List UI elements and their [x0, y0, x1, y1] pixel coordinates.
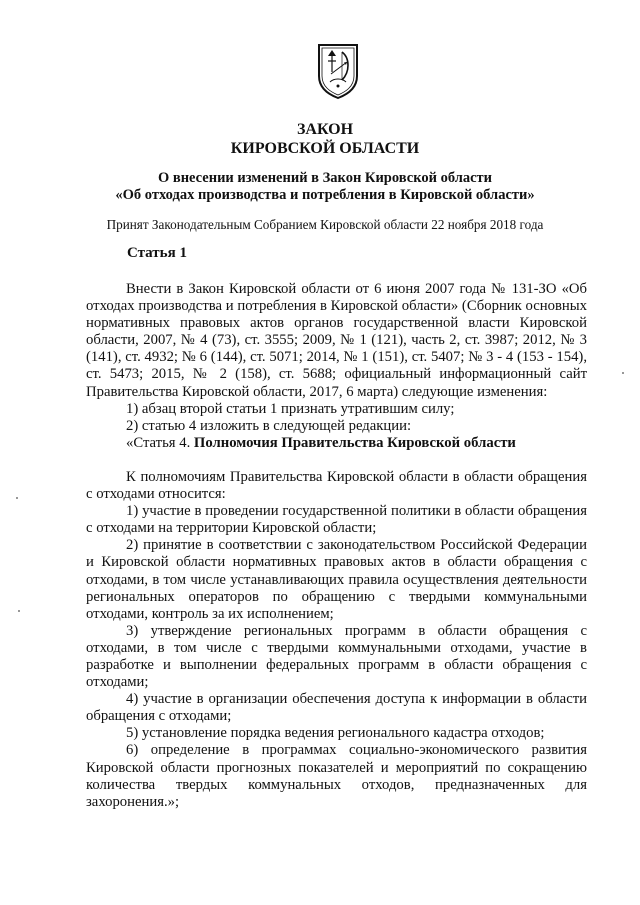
law-subtitle-line1: О внесении изменений в Закон Кировской области	[157, 170, 493, 186]
adoption-note: Принят Законодательным Собранием Кировской области 22 ноября 2018 года	[106, 217, 544, 232]
coat-of-arms-icon	[316, 42, 360, 100]
power-item: 6) определение в программах социально-экономического развития Кировской области прогнозных показателей и мероприятий по сокращению количества твердых коммунальных отходов, предназначенных для захоронения.»;	[86, 742, 587, 810]
quoted-article-title: Полномочия Правительства Кировской области	[193, 434, 516, 451]
power-item: 4) участие в организации обеспечения доступа к информации в области обращения с отходами;	[86, 691, 587, 725]
law-title: ЗАКОН	[296, 121, 354, 138]
quoted-article-heading	[86, 435, 587, 452]
law-region: КИРОВСКОЙ ОБЛАСТИ	[230, 140, 420, 157]
document-body	[86, 281, 587, 811]
power-item: 1) участие в проведении государственной политики в области обращения с отходами на территории Кировской области;	[86, 503, 587, 537]
power-item: 5) установление порядка ведения регионального кадастра отходов;	[126, 725, 545, 742]
scan-speck	[16, 497, 18, 499]
paragraph-amend: Внести в Закон Кировской области от 6 июня 2007 года № 131-ЗО «Об отходах производства и потребления в Кировской области» (Сборник основных нормативных правовых актов органов государственной власти Кировской области, 2007, № 4 (73), ст. 3555; 2009, № 1 (121), часть 2, ст. 3987; 2012, № 3 (141), ст. 4932; № 6 (144), ст. 5071; 2014, № 1 (151), ст. 5407; № 3 - 4 (153 - 154), ст. 5473; 2015, № 2 (158), ст. 5688; официальный информационный сайт Правительства Кировской области, 2017, 6 марта) следующие изменения:	[86, 281, 587, 400]
power-item: 2) принятие в соответствии с законодательством Российской Федерации и Кировской области нормативных правовых актов в области обращения с отходами, в том числе устанавливающих правила осуществления деятельности региональных операторов по обращению с твердыми коммунальными отходами, контроль за их исполнением;	[86, 537, 587, 622]
power-item: 3) утверждение региональных программ в области обращения с отходами, в том числе с твердыми коммунальными отходами, участие в разработке и выполнении федеральных программ в области обращения с отходами;	[86, 622, 587, 691]
law-subtitle-line2: «Об отходах производства и потребления в Кировской области»	[115, 187, 535, 203]
powers-intro: К полномочиям Правительства Кировской области в области обращения с отходами относится:	[86, 468, 587, 503]
quoted-article-prefix: «Статья 4.	[126, 434, 194, 451]
paragraph-item-2: 2) статью 4 изложить в следующей редакции:	[126, 417, 412, 434]
scan-speck	[622, 372, 624, 374]
article-heading: Статья 1	[127, 245, 187, 261]
paragraph-item-1: 1) абзац второй статьи 1 признать утратившим силу;	[126, 400, 455, 417]
scan-speck	[18, 610, 20, 612]
